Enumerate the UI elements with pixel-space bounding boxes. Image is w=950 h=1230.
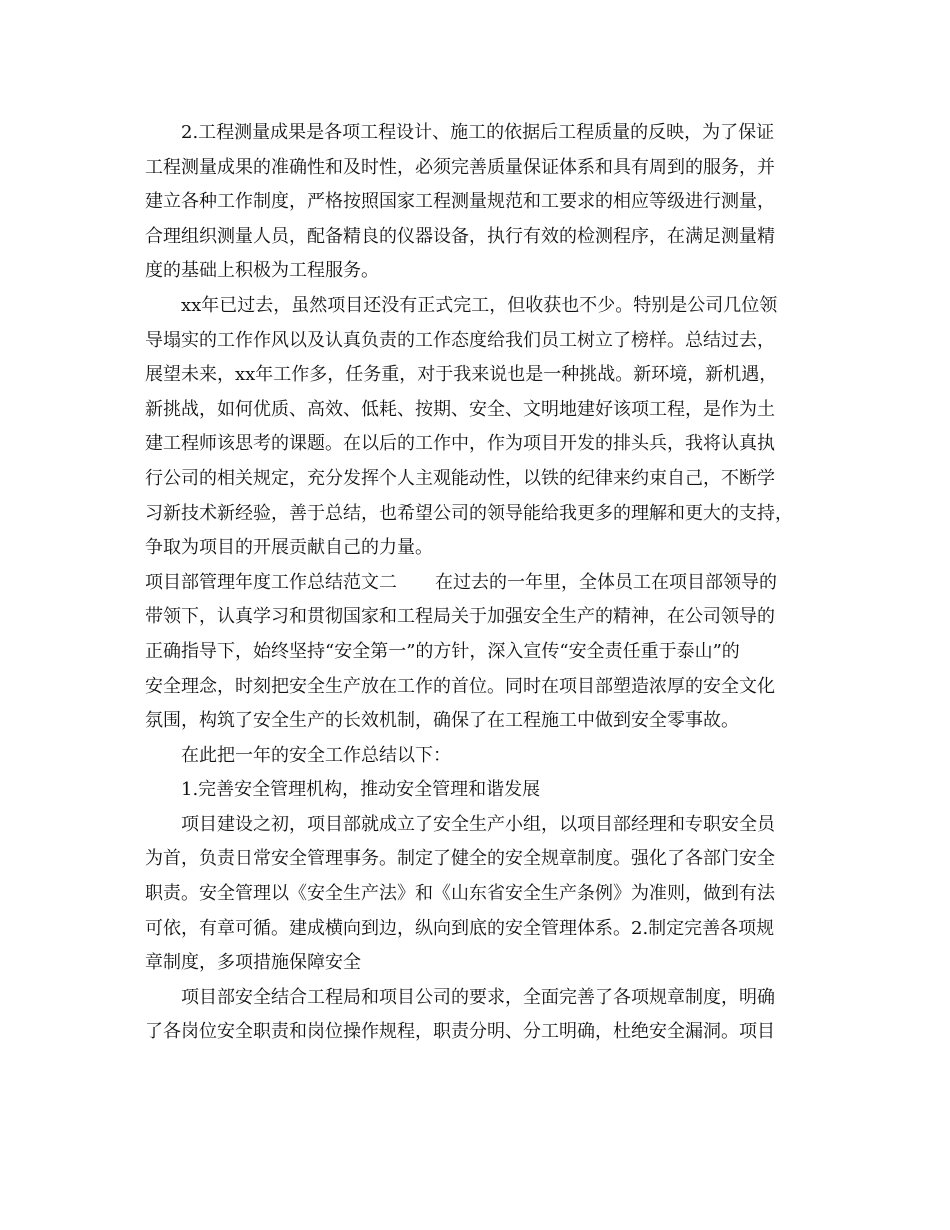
paragraph-line: 2.工程测量成果是各项工程设计、施工的依据后工程质量的反映，为了保证 xyxy=(181,122,775,143)
paragraph-line: 工程测量成果的准确性和及时性，必须完善质量保证体系和具有周到的服务，并 xyxy=(145,156,775,178)
paragraph-line: 争取为项目的开展贡献自己的力量。 xyxy=(145,537,433,559)
section-heading-continuation: 在过去的一年里，全体员工在项目部领导的 xyxy=(435,571,777,593)
paragraph-line: 了各岗位安全职责和岗位操作规程，职责分明、分工明确，杜绝安全漏洞。项目 xyxy=(145,1021,775,1043)
paragraph-line: 展望未来，xx年工作多，任务重，对于我来说也是一种挑战。新环境，新机遇， xyxy=(145,364,778,386)
paragraph-line: xx年已过去，虽然项目还没有正式完工，但收获也不少。特别是公司几位领 xyxy=(181,294,778,316)
paragraph-line: 安全理念，时刻把安全生产放在工作的首位。同时在项目部塑造浓厚的安全文化 xyxy=(145,675,775,697)
paragraph-line: 项目建设之初，项目部就成立了安全生产小组，以项目部经理和专职安全员 xyxy=(181,813,775,835)
paragraph-line: 行公司的相关规定，充分发挥个人主观能动性，以铁的纪律来约束自己，不断学 xyxy=(145,467,775,489)
paragraph-line: 合理组织测量人员，配备精良的仪器设备，执行有效的检测程序，在满足测量精 xyxy=(145,225,775,247)
paragraph-line: 项目部安全结合工程局和项目公司的要求，全面完善了各项规章制度，明确 xyxy=(181,986,775,1008)
paragraph-line: 在此把一年的安全工作总结以下： xyxy=(181,744,451,766)
paragraph-line: 正确指导下，始终坚持“安全第一”的方针，深入宣传“安全责任重于泰山”的 xyxy=(145,640,740,662)
paragraph-line: 建工程师该思考的课题。在以后的工作中，作为项目开发的排头兵，我将认真执 xyxy=(145,433,775,455)
paragraph-line: 章制度，多项措施保障安全 xyxy=(145,952,361,974)
paragraph-line: 新挑战，如何优质、高效、低耗、按期、安全、文明地建好该项工程，是作为土 xyxy=(145,398,775,420)
section-heading-line xyxy=(145,566,805,601)
paragraph-line: 导塌实的工作作风以及认真负责的工作态度给我们员工树立了榜样。总结过去， xyxy=(145,329,775,351)
paragraph-line: 度的基础上积极为工程服务。 xyxy=(145,260,379,282)
paragraph-line: 为首，负责日常安全管理事务。制定了健全的安全规章制度。强化了各部门安全 xyxy=(145,848,775,870)
paragraph-line: 可依，有章可循。建成横向到边，纵向到底的安全管理体系。2.制定完善各项规 xyxy=(145,917,775,939)
document-body xyxy=(145,116,805,1050)
paragraph-line: 1.完善安全管理机构，推动安全管理和谐发展 xyxy=(181,779,541,801)
paragraph-line: 氛围，构筑了安全生产的长效机制，确保了在工程施工中做到安全零事故。 xyxy=(145,710,739,732)
paragraph-line: 职责。安全管理以《安全生产法》和《山东省安全生产条例》为准则，做到有法 xyxy=(145,883,775,905)
paragraph-line: 建立各种工作制度，严格按照国家工程测量规范和工要求的相应等级进行测量， xyxy=(145,191,775,213)
paragraph-line: 带领下，认真学习和贯彻国家和工程局关于加强安全生产的精神，在公司领导的 xyxy=(145,606,775,628)
section-heading-title: 项目部管理年度工作总结范文二 xyxy=(145,571,397,593)
paragraph-line: 习新技术新经验，善于总结，也希望公司的领导能给我更多的理解和更大的支持， xyxy=(145,502,793,524)
